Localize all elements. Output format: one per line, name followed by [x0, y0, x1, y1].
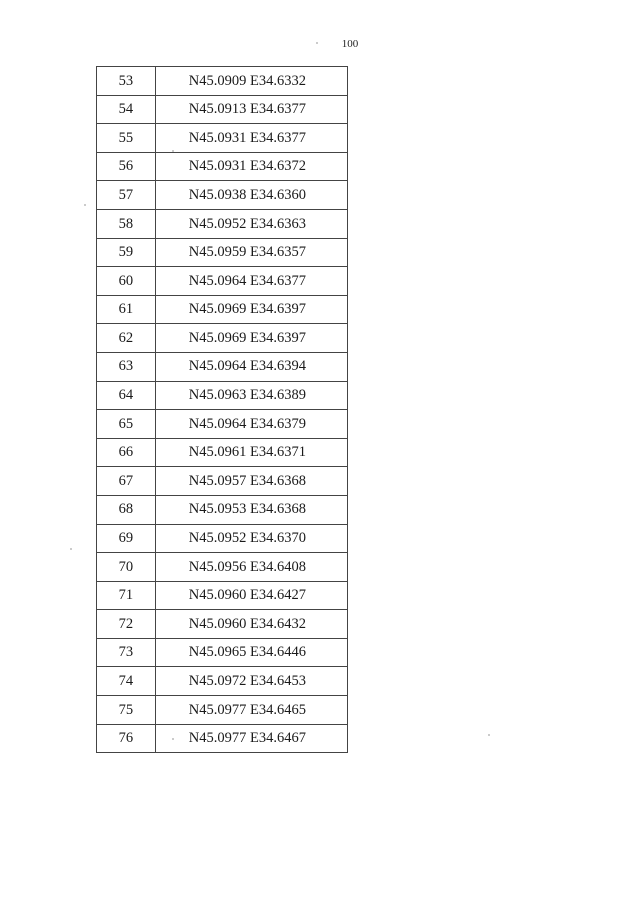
point-number-cell: 59: [97, 238, 156, 267]
table-row: [97, 638, 348, 667]
point-number-cell: 68: [97, 495, 156, 524]
point-number-cell: 69: [97, 524, 156, 553]
table-row: [97, 553, 348, 582]
point-number-cell: 73: [97, 638, 156, 667]
scan-speck: [70, 548, 72, 550]
table-row: [97, 724, 348, 753]
scan-speck: [488, 734, 490, 736]
table-row: [97, 495, 348, 524]
point-number-cell: 64: [97, 381, 156, 410]
table-row: [97, 324, 348, 353]
coordinate-cell: N45.0931 E34.6377: [155, 124, 347, 153]
point-number-cell: 58: [97, 209, 156, 238]
coordinate-cell: N45.0960 E34.6427: [155, 581, 347, 610]
coordinate-cell: N45.0969 E34.6397: [155, 324, 347, 353]
coordinate-cell: N45.0972 E34.6453: [155, 667, 347, 696]
point-number-cell: 74: [97, 667, 156, 696]
coordinate-cell: N45.0952 E34.6370: [155, 524, 347, 553]
coordinate-cell: N45.0960 E34.6432: [155, 610, 347, 639]
point-number-cell: 62: [97, 324, 156, 353]
coordinate-cell: N45.0964 E34.6377: [155, 267, 347, 296]
coordinate-cell: N45.0931 E34.6372: [155, 152, 347, 181]
coordinate-cell: N45.0977 E34.6465: [155, 696, 347, 725]
coordinate-cell: N45.0956 E34.6408: [155, 553, 347, 582]
point-number-cell: 71: [97, 581, 156, 610]
table-row: [97, 438, 348, 467]
table-row: [97, 238, 348, 267]
point-number-cell: 60: [97, 267, 156, 296]
scan-speck: [316, 42, 318, 44]
point-number-cell: 54: [97, 95, 156, 124]
table-row: [97, 524, 348, 553]
table-row: [97, 295, 348, 324]
coordinate-cell: N45.0953 E34.6368: [155, 495, 347, 524]
point-number-cell: 70: [97, 553, 156, 582]
table-row: [97, 696, 348, 725]
table-row: [97, 410, 348, 439]
coordinate-cell: N45.0913 E34.6377: [155, 95, 347, 124]
coordinate-cell: N45.0957 E34.6368: [155, 467, 347, 496]
point-number-cell: 55: [97, 124, 156, 153]
coordinates-table-body: [97, 67, 348, 753]
coordinate-cell: N45.0969 E34.6397: [155, 295, 347, 324]
point-number-cell: 72: [97, 610, 156, 639]
table-row: [97, 267, 348, 296]
coordinates-table: [96, 66, 348, 753]
point-number-cell: 53: [97, 67, 156, 96]
table-row: [97, 581, 348, 610]
scan-speck: [172, 738, 174, 740]
table-row: [97, 181, 348, 210]
table-row: [97, 352, 348, 381]
point-number-cell: 63: [97, 352, 156, 381]
coordinate-cell: N45.0952 E34.6363: [155, 209, 347, 238]
table-row: [97, 610, 348, 639]
page-number: 100: [341, 38, 359, 50]
point-number-cell: 56: [97, 152, 156, 181]
point-number-cell: 76: [97, 724, 156, 753]
coordinate-cell: N45.0909 E34.6332: [155, 67, 347, 96]
coordinate-cell: N45.0964 E34.6394: [155, 352, 347, 381]
coordinate-cell: N45.0963 E34.6389: [155, 381, 347, 410]
point-number-cell: 57: [97, 181, 156, 210]
table-row: [97, 381, 348, 410]
coordinate-cell: N45.0938 E34.6360: [155, 181, 347, 210]
point-number-cell: 67: [97, 467, 156, 496]
point-number-cell: 66: [97, 438, 156, 467]
coordinate-cell: N45.0977 E34.6467: [155, 724, 347, 753]
coordinate-cell: N45.0964 E34.6379: [155, 410, 347, 439]
point-number-cell: 75: [97, 696, 156, 725]
table-row: [97, 209, 348, 238]
coordinate-cell: N45.0961 E34.6371: [155, 438, 347, 467]
coordinate-cell: N45.0965 E34.6446: [155, 638, 347, 667]
table-row: [97, 95, 348, 124]
coordinate-cell: N45.0959 E34.6357: [155, 238, 347, 267]
table-row: [97, 67, 348, 96]
table-row: [97, 124, 348, 153]
point-number-cell: 65: [97, 410, 156, 439]
table-row: [97, 152, 348, 181]
scan-speck: [172, 150, 174, 152]
point-number-cell: 61: [97, 295, 156, 324]
table-row: [97, 467, 348, 496]
scan-speck: [84, 204, 86, 206]
table-row: [97, 667, 348, 696]
